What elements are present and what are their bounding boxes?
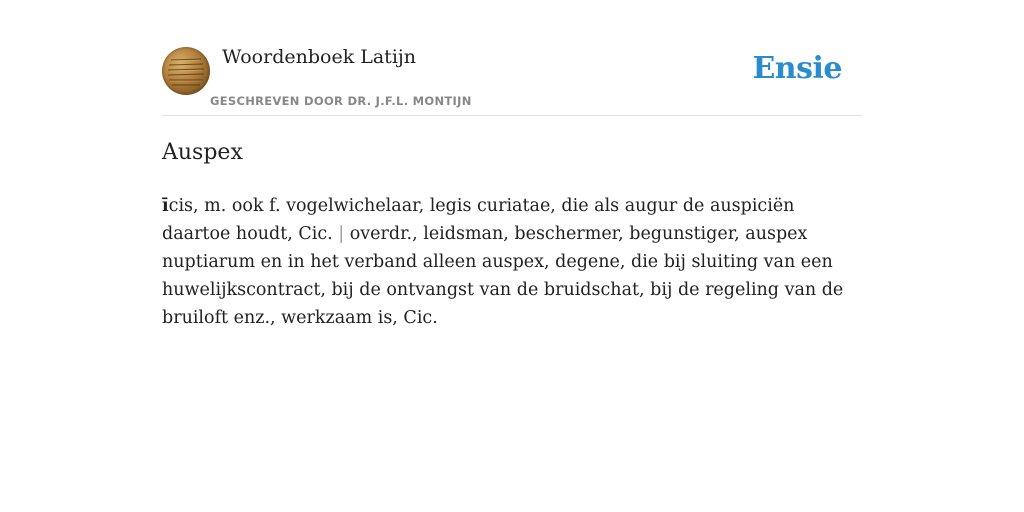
page-container xyxy=(162,0,862,328)
coin-inscription-icon xyxy=(162,47,210,95)
definition-lead: ī xyxy=(162,196,169,216)
entry-headword: Auspex xyxy=(162,140,243,165)
entry-definition xyxy=(162,192,862,332)
ancient-coin-logo[interactable] xyxy=(162,47,210,95)
author-byline: GESCHREVEN DOOR DR. J.F.L. MONTIJN xyxy=(210,94,472,108)
definition-text-part1: cis, m. ook f. vogelwichelaar, legis curiatae, die als augur de auspiciën daartoe houdt, Cic. xyxy=(162,196,795,244)
definition-separator: | xyxy=(338,224,345,244)
site-title-link[interactable]: Woordenboek Latijn xyxy=(222,46,417,68)
site-header xyxy=(162,0,862,116)
definition-text-part2: overdr., leidsman, beschermer, begunstiger, auspex nuptiarum en in het verband alleen auspex, degene, die bij sluiting van een huwelijkscontract, bij de ontvangst van de bruidschat, bij de regeling van de bruiloft enz., werkzaam is, Cic. xyxy=(162,224,844,328)
ensie-brand-logo[interactable]: Ensie xyxy=(752,51,842,86)
